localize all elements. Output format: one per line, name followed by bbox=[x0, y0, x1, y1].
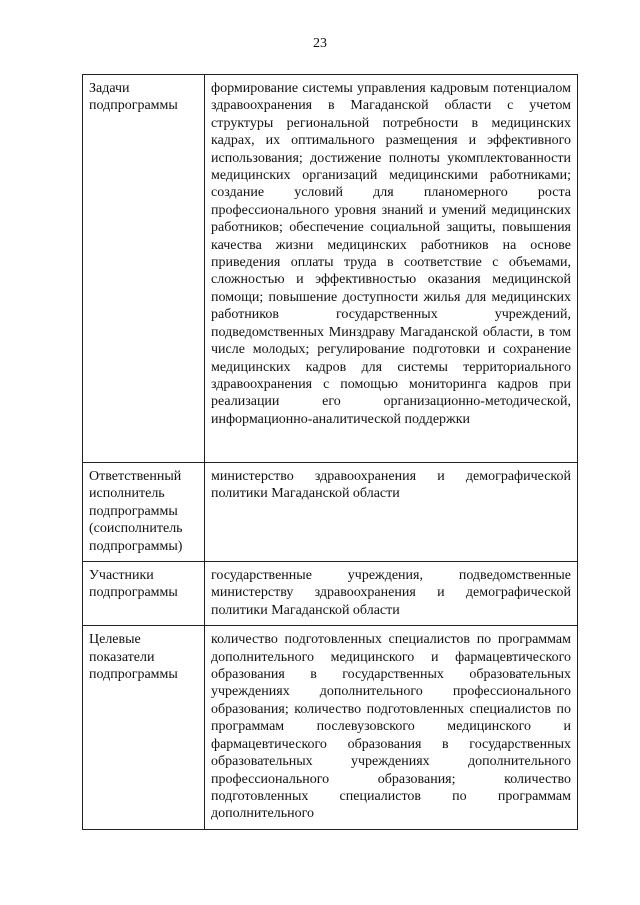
row-label-participants: Участники подпрограммы bbox=[83, 562, 205, 626]
page-number: 23 bbox=[313, 36, 327, 51]
table-row-tasks bbox=[83, 75, 578, 463]
row-label-responsible: Ответственный исполнитель подпрограммы (соисполнитель подпрограммы) bbox=[83, 463, 205, 562]
row-value-responsible: министерство здравоохранения и демографической политики Магаданской области bbox=[205, 463, 578, 562]
table-row-responsible bbox=[83, 463, 578, 562]
row-value-participants: государственные учреждения, подведомственные министерству здравоохранения и демографической политики Магаданской области bbox=[205, 562, 578, 626]
row-value-tasks: формирование системы управления кадровым потенциалом здравоохранения в Магаданской области с учетом структуры региональной потребности в медицинских кадрах, их оптимального размещения и эффективного использования; достижение полноты укомплектованности медицинских организаций медицинскими работниками; создание условий для планомерного роста профессионального уровня знаний и умений медицинских работников; обеспечение социальной защиты, повышения качества жизни медицинских работников на основе приведения оплаты труда в соответствие с объемами, сложностью и эффективностью оказания медицинской помощи; повышение доступности жилья для медицинских работников государственных учреждений, подведомственных Минздраву Магаданской области, в том числе молодых; регулирование подготовки и сохранение медицинских кадров для системы территориального здравоохранения с помощью мониторинга кадров при реализации его организационно-методической, информационно-аналитической поддержки bbox=[205, 75, 578, 463]
row-value-targets: количество подготовленных специалистов по программам дополнительного медицинского и фармацевтического образования в государственных образовательных учреждениях дополнительного профессионального образования; количество подготовленных специалистов по программам послевузовского медицинского и фармацевтического образования в государственных образовательных учреждениях дополнительного профессионального образования; количество подготовленных специалистов по программам дополнительного bbox=[205, 626, 578, 829]
table-row-targets bbox=[83, 626, 578, 829]
row-label-targets: Целевые показатели подпрограммы bbox=[83, 626, 205, 829]
row-label-tasks: Задачи подпрограммы bbox=[83, 75, 205, 463]
subprogram-passport-table bbox=[82, 74, 578, 830]
table-row-participants bbox=[83, 562, 578, 626]
